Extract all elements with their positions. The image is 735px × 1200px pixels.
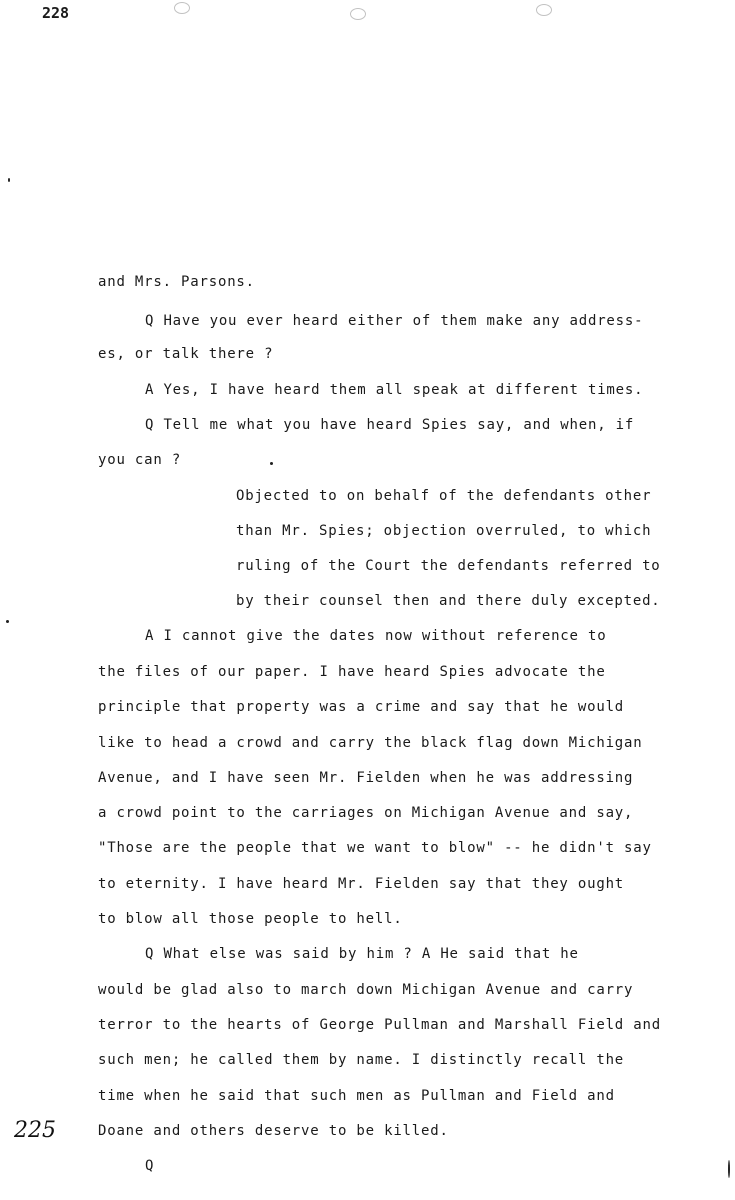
transcript-line: to eternity. I have heard Mr. Fielden say that they ought bbox=[98, 876, 625, 892]
transcript-line: Avenue, and I have seen Mr. Fielden when he was addressing bbox=[98, 770, 634, 786]
transcript-line: es, or talk there ? bbox=[98, 346, 274, 362]
transcript-line: would be glad also to march down Michigan Avenue and carry bbox=[98, 982, 634, 998]
ink-speck bbox=[728, 1160, 730, 1178]
ink-speck bbox=[8, 178, 10, 182]
transcript-line: principle that property was a crime and say that he would bbox=[98, 699, 625, 715]
transcript-line: a crowd point to the carriages on Michigan Avenue and say, bbox=[98, 805, 634, 821]
transcript-line: terror to the hearts of George Pullman and Marshall Field and bbox=[98, 1017, 661, 1033]
transcript-line: to blow all those people to hell. bbox=[98, 911, 403, 927]
answer-line: A I cannot give the dates now without reference to bbox=[145, 628, 607, 644]
ink-mark bbox=[350, 8, 366, 20]
objection-line: ruling of the Court the defendants referred to bbox=[236, 558, 661, 574]
ink-mark bbox=[174, 2, 190, 14]
transcript-line: Doane and others deserve to be killed. bbox=[98, 1123, 449, 1139]
transcript-line: the files of our paper. I have heard Spies advocate the bbox=[98, 664, 606, 680]
question-line: Q Tell me what you have heard Spies say, and when, if bbox=[145, 417, 635, 433]
answer-line: A Yes, I have heard them all speak at different times. bbox=[145, 382, 644, 398]
ink-mark bbox=[536, 4, 552, 16]
ink-speck bbox=[6, 620, 9, 623]
page-number: 228 bbox=[42, 4, 70, 22]
objection-line: by their counsel then and there duly excepted. bbox=[236, 593, 661, 609]
objection-line: Objected to on behalf of the defendants other bbox=[236, 488, 652, 504]
transcript-line: "Those are the people that we want to blow" -- he didn't say bbox=[98, 840, 652, 856]
question-line: Q Have you ever heard either of them make any address- bbox=[145, 313, 644, 329]
question-line: Q What else was said by him ? A He said that he bbox=[145, 946, 579, 962]
transcript-line: and Mrs. Parsons. bbox=[98, 274, 255, 290]
objection-line: than Mr. Spies; objection overruled, to which bbox=[236, 523, 652, 539]
transcript-line: time when he said that such men as Pullman and Field and bbox=[98, 1088, 615, 1104]
transcript-line: such men; he called them by name. I distinctly recall the bbox=[98, 1052, 625, 1068]
question-line: Q bbox=[145, 1158, 155, 1174]
transcript-line: you can ? bbox=[98, 452, 182, 468]
ink-speck bbox=[270, 462, 273, 465]
handwritten-page-note: 225 bbox=[14, 1118, 56, 1143]
transcript-line: like to head a crowd and carry the black flag down Michigan bbox=[98, 735, 643, 751]
